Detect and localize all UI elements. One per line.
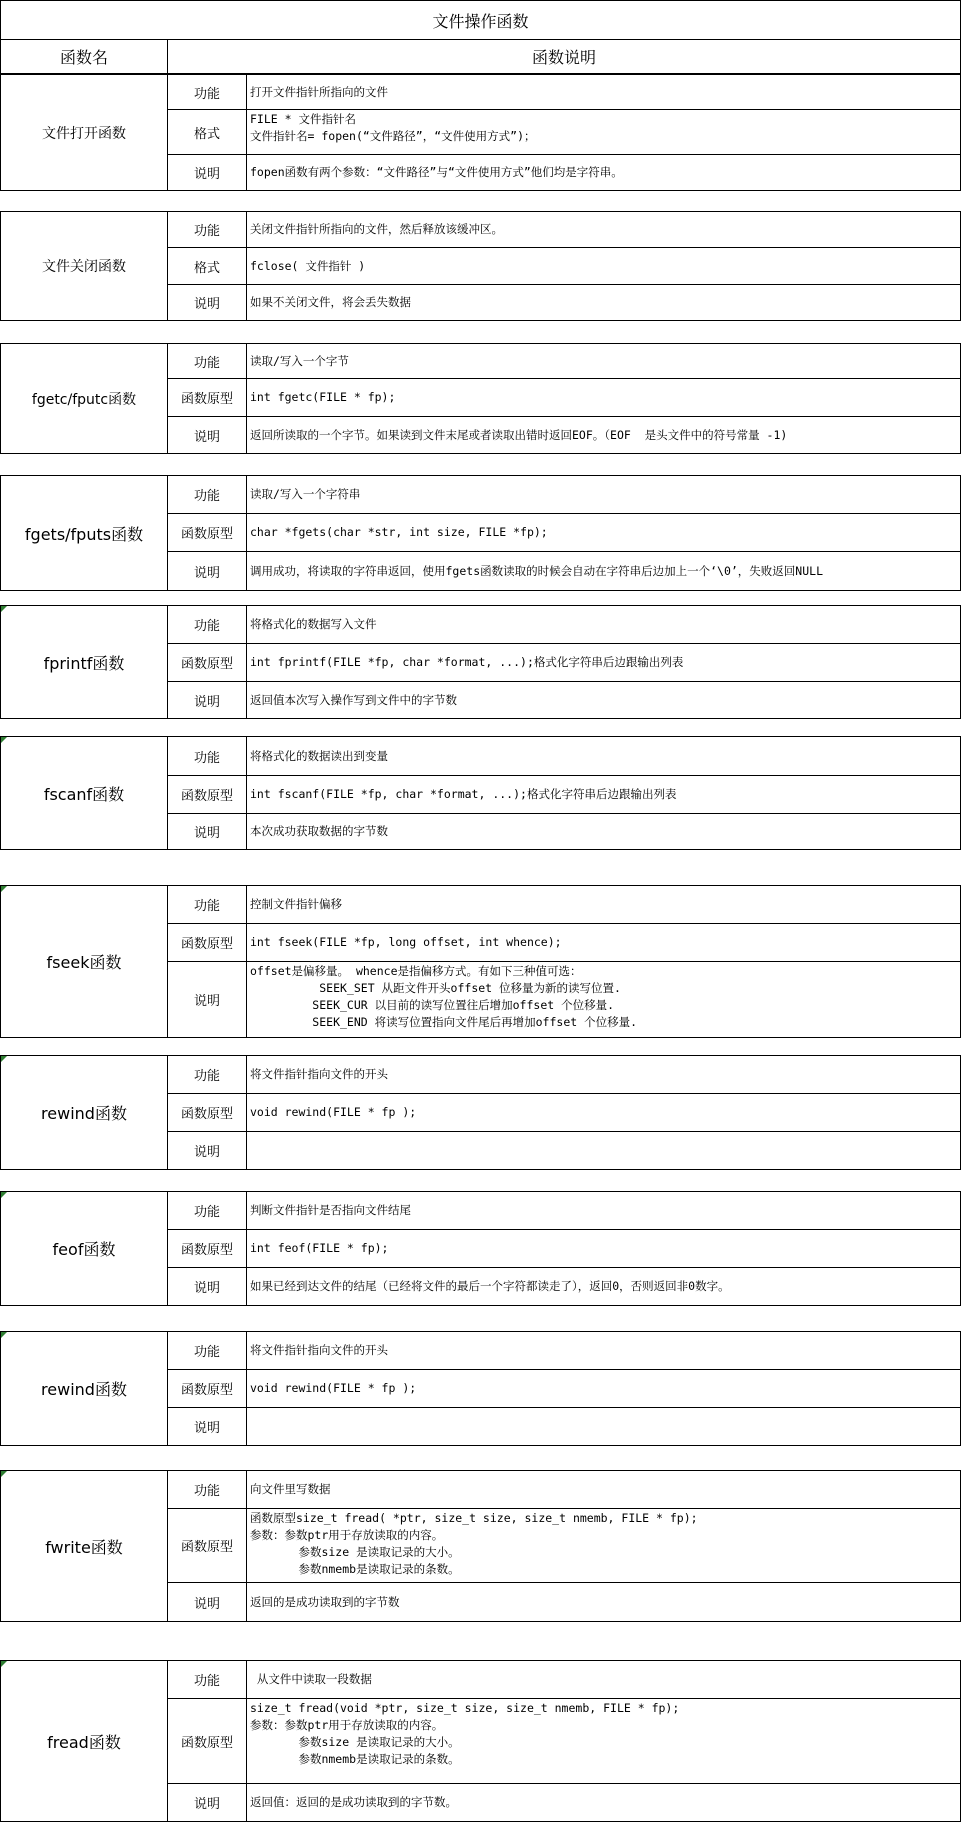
row-value: 如果不关闭文件，将会丢失数据 [250,295,411,309]
row-label: 功能 [168,886,247,923]
row-label: 说明 [168,1132,247,1169]
function-name: fwrite函数 [1,1471,168,1621]
row-value: 调用成功，将读取的字符串返回，使用fgets函数读取的时候会自动在字符串后边加上一个‘\0’，失败返回NULL [250,563,824,578]
function-section [0,605,961,719]
function-section [0,343,961,454]
row-label: 功能 [168,344,247,378]
function-name: 文件打开函数 [1,75,168,190]
cell-comment-marker [1,606,7,612]
row-value: 将文件指针指向文件的开头 [250,1343,388,1357]
function-row [168,814,960,850]
row-label: 功能 [168,212,247,247]
function-section [0,1470,961,1622]
function-row [168,682,960,719]
row-value: offset是偏移量。 whence是指偏移方式。有如下三种值可选： SEEK_SET 从距文件开头offset 位移量为新的读写位置. SEEK_CUR 以目前的读写位置往后增加offset 个位移量. SEEK_END 将读写位置指向文件尾后再增加offset 个位移量. [250,964,638,1029]
function-name: fread函数 [1,1661,168,1821]
function-row [168,737,960,776]
function-row [168,1370,960,1408]
row-label: 函数原型 [168,1370,247,1407]
row-label: 说明 [168,417,247,453]
row-label: 说明 [168,1583,247,1621]
row-value [247,1408,960,1445]
function-name: rewind函数 [1,1056,168,1169]
row-label: 说明 [168,285,247,320]
row-label: 说明 [168,1408,247,1445]
row-label: 说明 [168,1268,247,1305]
row-value: 判断文件指针是否指向文件结尾 [250,1203,411,1217]
row-value: 返回所读取的一个字节。如果读到文件末尾或者读取出错时返回EOF。（EOF 是头文件中的符号常量 -1) [250,427,788,442]
function-name: fscanf函数 [1,737,168,849]
function-row [168,1408,960,1446]
function-row [168,776,960,814]
header-function-desc: 函数说明 [531,47,596,67]
function-section [0,885,961,1038]
function-section [0,74,961,191]
function-row [168,379,960,417]
function-row [168,155,960,190]
row-label: 说明 [168,155,247,190]
function-name: fgets/fputs函数 [1,476,168,590]
row-value: 向文件里写数据 [250,1482,331,1496]
row-label: 格式 [168,110,247,154]
row-value: fopen函数有两个参数：“文件路径”与“文件使用方式”他们均是字符串。 [250,165,623,179]
function-row [168,1699,960,1784]
row-value: int fscanf(FILE *fp, char *format, ...);格式化字符串后边跟输出列表 [250,787,677,801]
function-row [168,248,960,285]
function-row [168,606,960,644]
row-value: 返回值本次写入操作写到文件中的字节数 [250,692,457,707]
row-value: int fgetc(FILE * fp); [250,390,396,404]
row-label: 功能 [168,606,247,643]
function-section [0,475,961,591]
row-label: 函数原型 [168,1699,247,1783]
function-section [0,1191,961,1306]
row-label: 函数原型 [168,1230,247,1267]
header-function-name: 函数名 [1,39,168,73]
function-row [168,1094,960,1132]
row-value: 如果已经到达文件的结尾（已经将文件的最后一个字符都读走了），返回0，否则返回非0数字。 [250,1279,730,1293]
row-value: void rewind(FILE * fp ); [250,1105,417,1119]
row-value: 本次成功获取数据的字节数 [250,824,388,838]
function-row [168,417,960,453]
table-title: 文件操作函数 [0,0,961,40]
row-label: 说明 [168,1784,247,1821]
row-label: 说明 [168,552,247,590]
function-section [0,736,961,850]
row-label: 说明 [168,682,247,718]
function-section [0,1331,961,1446]
function-row [168,886,960,924]
row-value: 返回值：返回的是成功读取到的字节数。 [250,1795,457,1809]
function-name: rewind函数 [1,1332,168,1445]
row-label: 功能 [168,476,247,513]
function-row [168,1268,960,1306]
function-row [168,1230,960,1268]
function-row [168,1661,960,1699]
row-value: fclose( 文件指针 ) [250,258,366,273]
cell-comment-marker [1,1056,7,1062]
function-section [0,1055,961,1170]
row-label: 功能 [168,1661,247,1698]
function-row [168,212,960,248]
function-name: fgetc/fputc函数 [1,344,168,453]
row-label: 功能 [168,1192,247,1229]
row-value: 从文件中读取一段数据 [250,1672,372,1686]
row-label: 函数原型 [168,514,247,551]
function-row [168,1332,960,1370]
row-label: 函数原型 [168,1094,247,1131]
row-value [247,1132,960,1169]
cell-comment-marker [1,1471,7,1477]
function-row [168,1784,960,1822]
function-row [168,344,960,379]
function-row [168,1192,960,1230]
row-label: 功能 [168,75,247,109]
row-label: 函数原型 [168,644,247,681]
function-row [168,1132,960,1170]
row-value: 打开文件指针所指向的文件 [250,84,388,99]
row-value: 读取/写入一个字符串 [250,487,361,501]
function-row [168,1471,960,1509]
row-label: 功能 [168,737,247,775]
function-row [168,1509,960,1583]
row-label: 说明 [168,962,247,1037]
function-name: fprintf函数 [1,606,168,718]
row-label: 功能 [168,1471,247,1508]
function-name: 文件关闭函数 [1,212,168,320]
function-name: feof函数 [1,1192,168,1305]
row-value: 函数原型size_t fread( *ptr, size_t size, size_t nmemb, FILE * fp); 参数：参数ptr用于存放读取的内容。 参数size 是读取记录的大小。 参数nmemb是读取记录的条数。 [250,1511,698,1576]
function-section [0,211,961,321]
cell-comment-marker [1,1192,7,1198]
function-row [168,962,960,1038]
function-section [0,1660,961,1822]
row-value: 将格式化的数据写入文件 [250,617,377,631]
row-label: 函数原型 [168,924,247,961]
row-label: 格式 [168,248,247,284]
cell-comment-marker [1,1332,7,1338]
row-value: 读取/写入一个字节 [250,353,349,368]
function-row [168,1056,960,1094]
function-row [168,924,960,962]
row-value: 将文件指针指向文件的开头 [250,1067,388,1081]
function-row [168,1583,960,1622]
function-row [168,110,960,155]
cell-comment-marker [1,737,7,743]
row-label: 功能 [168,1332,247,1369]
row-value: 将格式化的数据读出到变量 [250,748,388,763]
cell-comment-marker [1,1661,7,1667]
row-value: int feof(FILE * fp); [250,1241,389,1255]
row-value: char *fgets(char *str, int size, FILE *fp); [250,525,548,539]
function-row [168,514,960,552]
function-row [168,285,960,320]
function-row [168,644,960,682]
row-value: int fseek(FILE *fp, long offset, int whence); [250,935,562,949]
row-value: 返回的是成功读取到的字节数 [250,1594,400,1609]
function-row [168,75,960,110]
row-label: 函数原型 [168,1509,247,1582]
cell-comment-marker [1,886,7,892]
row-label: 功能 [168,1056,247,1093]
row-label: 函数原型 [168,379,247,416]
row-value: 控制文件指针偏移 [250,897,342,911]
row-label: 说明 [168,814,247,849]
row-value: int fprintf(FILE *fp, char *format, ...);格式化字符串后边跟输出列表 [250,655,684,669]
function-row [168,476,960,514]
function-name: fseek函数 [1,886,168,1037]
row-value: 关闭文件指针所指向的文件，然后释放该缓冲区。 [250,222,503,236]
function-row [168,552,960,590]
row-value: size_t fread(void *ptr, size_t size, size_t nmemb, FILE * fp); 参数：参数ptr用于存放读取的内容。 参数size 是读取记录的大小。 参数nmemb是读取记录的条数。 [250,1701,680,1766]
row-label: 函数原型 [168,776,247,813]
row-value: FILE * 文件指针名 文件指针名= fopen(“文件路径”，“文件使用方式”)； [250,112,536,143]
row-value: void rewind(FILE * fp ); [250,1381,417,1395]
